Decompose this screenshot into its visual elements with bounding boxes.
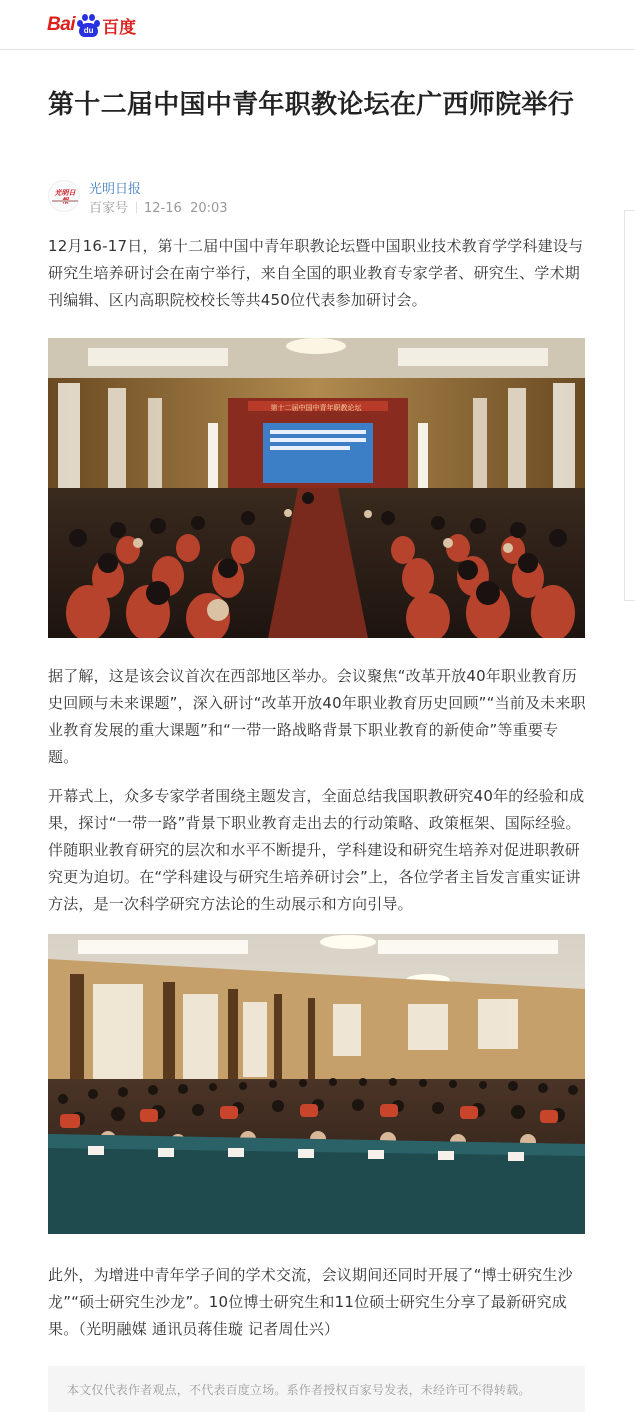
paw-icon: du — [76, 12, 100, 38]
stage-banner: 第十二届中国中青年职教论坛 — [270, 404, 362, 412]
conference-photo-stage — [48, 338, 585, 638]
article-paragraph: 此外，为增进中青年学子间的学术交流，会议期间还同时开展了“博士研究生沙龙”“硕士研究生沙龙”。10位博士研究生和11位硕士研究生分享了最新研究成果。（光明融媒 通讯员蒋佳璇 记者周仕兴） — [48, 1266, 573, 1338]
baidu-logo[interactable] — [47, 12, 136, 38]
article-paragraph: 开幕式上，众多专家学者围绕主题发言，全面总结我国职教研究40年的经验和成果，探讨“一带一路”背景下职业教育走出去的行动策略、政策框架、国际经验。伴随职业教育研究的层次和水平不断提升，学科建设和研究生培养对促进职教研究更为迫切。在“学科建设与研究生培养研讨会”上，各位学者主旨发言重实证讲方法，是一次科学研究方法论的生动展示和方向引导。 — [48, 787, 585, 913]
side-divider-bottom — [624, 600, 635, 601]
disclaimer-text: 本文仅代表作者观点，不代表百度立场。系作者授权百家号发表，未经许可不得转载。 — [67, 1383, 531, 1397]
article-meta — [89, 197, 228, 216]
author-avatar-logo: 光明日 — [54, 188, 76, 197]
article-paragraph: 12月16-17日，第十二届中国中青年职教论坛暨中国职业技术教育学学科建设与研究生培养研讨会在南宁举行，来自全国的职业教育专家学者、研究生、学术期刊编辑、区内高职院校校长等共450位代表参加研讨会。 — [48, 237, 584, 309]
article-title: 第十二届中国中青年职教论坛在广西师院举行 — [48, 90, 575, 120]
side-divider-top — [624, 210, 635, 211]
publish-time: 20:03 — [190, 201, 228, 216]
author-info — [48, 178, 448, 214]
source-label: 百家号 — [89, 201, 129, 216]
logo-text-bai: Bai — [47, 14, 76, 35]
disclaimer-box — [48, 1366, 585, 1412]
publish-date: 12-16 — [144, 201, 182, 216]
conference-photo-audience — [48, 934, 585, 1234]
author-avatar[interactable] — [48, 180, 80, 212]
logo-text-cn: 百度 — [102, 17, 137, 38]
author-name-link[interactable]: 光明日报 — [89, 182, 142, 197]
meta-divider — [136, 202, 137, 213]
article-paragraph: 据了解，这是该会议首次在西部地区举办。会议聚焦“改革开放40年职业教育历史回顾与未来课题”，深入研讨“改革开放40年职业教育历史回顾”“当前及未来职业教育发展的重大课题”和“一带一路战略背景下职业教育的新使命”等重要专题。 — [48, 667, 586, 766]
side-divider — [624, 210, 625, 601]
top-bar — [0, 0, 635, 50]
